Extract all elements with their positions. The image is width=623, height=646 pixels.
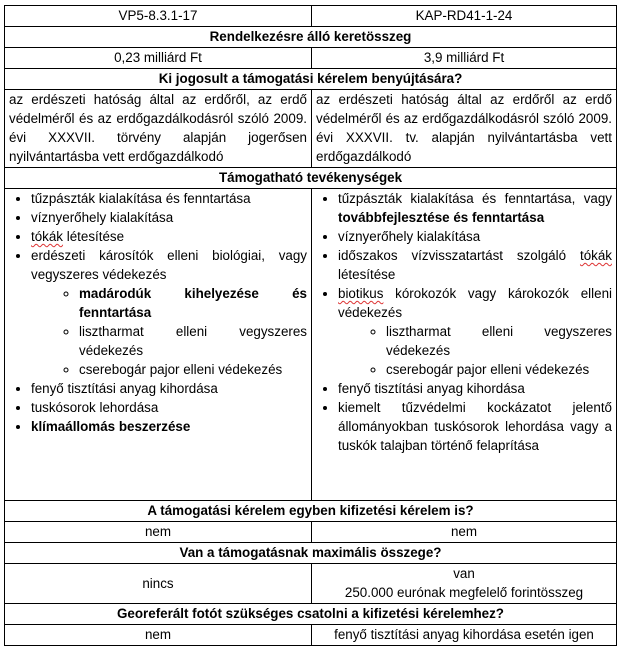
list-item: • fenyő tisztítási anyag kihordása — [338, 379, 612, 398]
payment-claim-row — [5, 522, 617, 543]
list-item — [338, 246, 612, 284]
column-header-right: KAP-RD41-1-24 — [312, 6, 617, 27]
list-item: • fenyő tisztítási anyag kihordása — [31, 379, 307, 398]
max-amount-right-line2: 250.000 eurónak megfelelő forintösszeg — [344, 585, 584, 600]
eligibility-heading: Ki jogosult a támogatási kérelem benyújtására? — [5, 69, 617, 90]
section-heading-row — [5, 604, 617, 625]
payment-claim-heading: A támogatási kérelem egyben kifizetési kérelem is? — [5, 501, 617, 522]
list-item-text: kórokozók vagy károkozók elleni védekezés — [338, 286, 612, 320]
budget-right: 3,9 milliárd Ft — [312, 48, 617, 69]
list-item-text: időszakos vízvisszatartást szolgáló — [338, 248, 580, 263]
sublist-item: ◦ cserebogár pajor elleni védekezés — [386, 360, 612, 379]
payment-claim-right: nem — [312, 522, 617, 543]
sublist-item: ◦ lisztharmat elleni vegyszeres védekezés — [386, 322, 612, 360]
activities-left-list — [9, 189, 307, 436]
sublist-item: ◦ lisztharmat elleni vegyszeres védekezés — [79, 322, 307, 360]
max-amount-right-line1: van — [453, 566, 475, 581]
activities-right — [312, 189, 617, 501]
payment-claim-left: nem — [5, 522, 312, 543]
budget-row — [5, 48, 617, 69]
max-amount-row — [5, 564, 617, 604]
list-item: • klímaállomás beszerzése — [31, 417, 307, 436]
photo-right: fenyő tisztítási anyag kihordása esetén igen — [312, 625, 617, 646]
list-item — [31, 227, 307, 246]
section-heading-row — [5, 543, 617, 564]
list-item-text: erdészeti károsítók elleni biológiai, vagy vegyszeres védekezés — [31, 248, 307, 282]
activities-right-list — [316, 189, 612, 455]
sublist-item: ◦ madárodúk kihelyezése és fenntartása — [79, 284, 307, 322]
list-item: • tűzpászták kialakítása és fenntartása — [31, 189, 307, 208]
list-item: • víznyerőhely kialakítása — [338, 227, 612, 246]
photo-row — [5, 625, 617, 646]
eligibility-right: az erdészeti hatóság által az erdőről az erdő védelméről és az erdőgazdálkodásról szóló 2009. évi XXXVII. tv. alapján nyilvántartásba vett erdőgazdálkodó — [312, 90, 617, 168]
list-item: • kiemelt tűzvédelmi kockázatot jelentő állományokban tuskósorok lehordása vagy a tuskók talajban történő felaprítása — [338, 398, 612, 455]
comparison-table — [4, 5, 617, 646]
budget-heading: Rendelkezésre álló keretösszeg — [5, 27, 617, 48]
max-amount-heading: Van a támogatásnak maximális összege? — [5, 543, 617, 564]
section-heading-row — [5, 27, 617, 48]
list-item: • tuskósorok lehordása — [31, 398, 307, 417]
header-row — [5, 6, 617, 27]
photo-heading: Georeferált fotót szükséges csatolni a kifizetési kérelemhez? — [5, 604, 617, 625]
misspelled-word: biotikus — [338, 286, 384, 301]
list-item-text: létesítése — [338, 267, 396, 282]
column-header-left: VP5-8.3.1-17 — [5, 6, 312, 27]
list-item — [338, 189, 612, 227]
section-heading-row — [5, 168, 617, 189]
activities-left — [5, 189, 312, 501]
list-item — [31, 246, 307, 379]
activities-right-sublist — [338, 322, 612, 379]
list-item-emphasis: továbbfejlesztése és fenntartása — [338, 210, 545, 225]
section-heading-row — [5, 69, 617, 90]
section-heading-row — [5, 501, 617, 522]
misspelled-word: tókák — [579, 248, 612, 263]
list-item — [338, 284, 612, 379]
list-item-text: tűzpászták kialakítása és fenntartása, vagy — [338, 191, 612, 206]
sublist-item: ◦ cserebogár pajor elleni védekezés — [79, 360, 307, 379]
max-amount-left: nincs — [5, 564, 312, 604]
budget-left: 0,23 milliárd Ft — [5, 48, 312, 69]
eligibility-row — [5, 90, 617, 168]
activities-left-sublist — [31, 284, 307, 379]
photo-left: nem — [5, 625, 312, 646]
max-amount-right — [312, 564, 617, 604]
activities-heading: Támogatható tevékenységek — [5, 168, 617, 189]
misspelled-word: tókák — [31, 229, 64, 244]
list-item-text: létesítése — [63, 229, 125, 244]
list-item: • víznyerőhely kialakítása — [31, 208, 307, 227]
activities-row — [5, 189, 617, 501]
eligibility-left: az erdészeti hatóság által az erdőről, az erdő védelméről és az erdőgazdálkodásról szóló 2009. évi XXXVII. törvény alapján jogerősen nyilvántartásba vett erdőgazdálkodó — [5, 90, 312, 168]
